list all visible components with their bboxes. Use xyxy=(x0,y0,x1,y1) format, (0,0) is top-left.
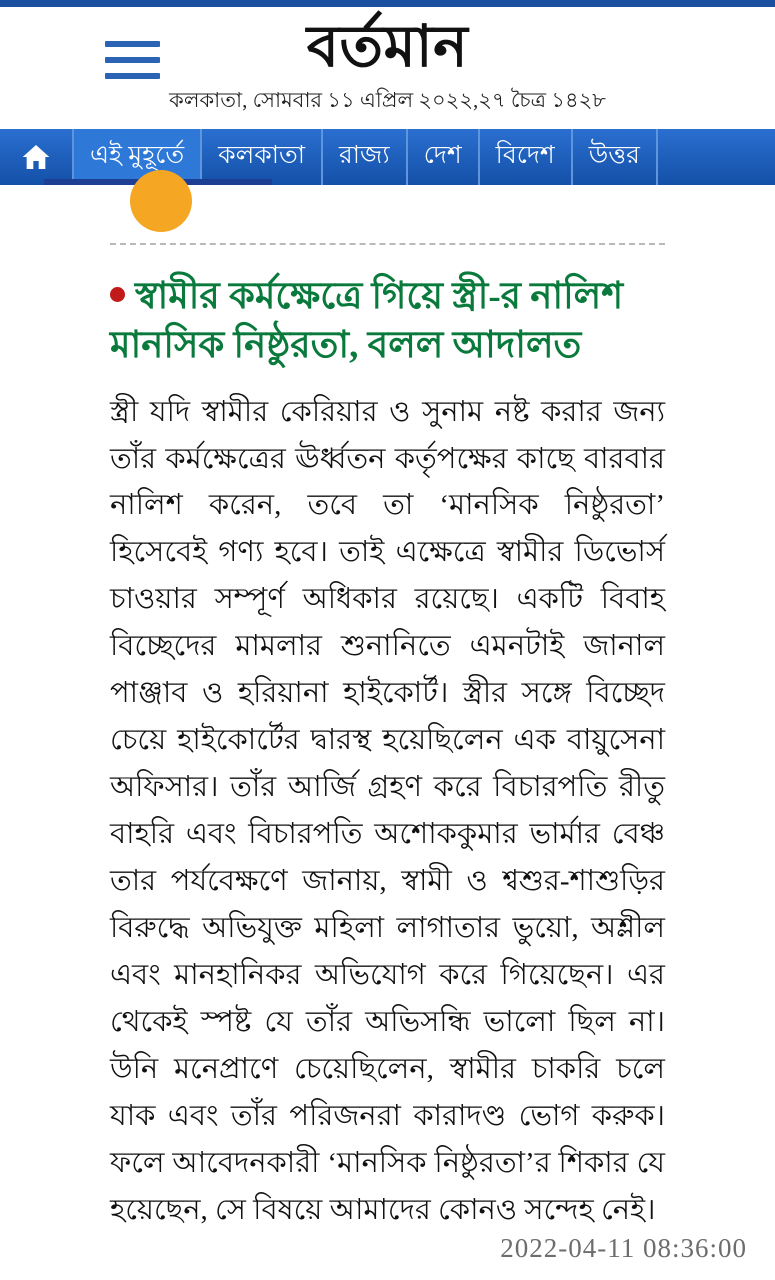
dateline: কলকাতা, সোমবার ১১ এপ্রিল ২০২২,২৭ চৈত্র ১৪২৮ xyxy=(169,87,606,112)
nav-item-kolkata[interactable]: কলকাতা xyxy=(202,129,323,185)
article-body-paragraph: স্ত্রী যদি স্বামীর কেরিয়ার ও সুনাম নষ্ট করার জন্য তাঁর কর্মক্ষেত্রের ঊর্ধ্বতন কর্তৃপক্ষের কাছে বারবার নালিশ করেন, তবে তা ‘মানসিক নিষ্ঠুরতা’ হিসেবেই গণ্য হবে। তাই এক্ষেত্রে স্বামীর ডিভোর্স চাওয়ার সম্পূর্ণ অধিকার রয়েছে। একটি বিবাহ বিচ্ছেদের মামলার শুনানিতে এমনটাই জানাল পাঞ্জাব ও হরিয়ানা হাইকোর্ট। স্ত্রীর সঙ্গে বিচ্ছেদ চেয়ে হাইকোর্টের দ্বারস্থ হয়েছিলেন এক বায়ুসেনা অফিসার। তাঁর আর্জি গ্রহণ করে বিচারপতি রীতু বাহরি এবং বিচারপতি অশোককুমার ভার্মার বেঞ্চ তার পর্যবেক্ষণে জানায়, স্বামী ও শ্বশুর-শাশুড়ির বিরুদ্ধে অভিযুক্ত মহিলা লাগাতার ভুয়ো, অশ্লীল এবং মানহানিকর অভিযোগ করে গিয়েছেন। এর থেকেই স্পষ্ট যে তাঁর অভিসন্ধি ভালো ছিল না। উনি মনেপ্রাণে চেয়েছিলেন, স্বামীর চাকরি চলে যাক এবং তাঁর পরিজনরা কারাদণ্ড ভোগ করুক। ফলে আবেদনকারী ‘মানসিক নিষ্ঠুরতা’র শিকার যে হয়েছেন, সে বিষয়ে আমাদের কোনও সন্দেহ নেই। xyxy=(110,395,665,1227)
masthead xyxy=(0,7,775,129)
nav-item-uttar[interactable]: উত্তর xyxy=(573,129,658,185)
article-headline xyxy=(110,273,747,371)
hamburger-bar xyxy=(105,73,160,79)
article-timestamp: 2022-04-11 08:36:00 xyxy=(500,1233,747,1263)
section-divider xyxy=(110,243,665,245)
hamburger-bar xyxy=(105,57,160,63)
top-accent-bar xyxy=(0,0,775,7)
headline-text xyxy=(110,273,687,371)
nav-item-bidesh[interactable]: বিদেশ xyxy=(480,129,573,185)
bullet-dot-icon xyxy=(110,287,125,302)
nav-item-rajya[interactable]: রাজ্য xyxy=(323,129,408,185)
decorative-orange-circle xyxy=(130,170,192,232)
home-icon xyxy=(19,141,53,173)
article-body xyxy=(110,389,665,1234)
main-navigation[interactable] xyxy=(0,129,775,185)
hamburger-icon[interactable] xyxy=(105,41,160,79)
nav-home-button[interactable] xyxy=(0,129,74,185)
article-container xyxy=(0,243,775,1234)
site-logo[interactable]: বর্তমান xyxy=(306,14,469,79)
headline-line-2: মানসিক নিষ্ঠুরতা, বলল আদালত xyxy=(110,324,582,366)
headline-line-1: স্বামীর কর্মক্ষেত্রে গিয়ে স্ত্রী-র নালিশ xyxy=(135,275,624,317)
hamburger-bar xyxy=(105,41,160,47)
nav-item-ei-muhurte[interactable]: এই মুহূর্তে xyxy=(74,129,202,185)
nav-item-desh[interactable]: দেশ xyxy=(408,129,480,185)
